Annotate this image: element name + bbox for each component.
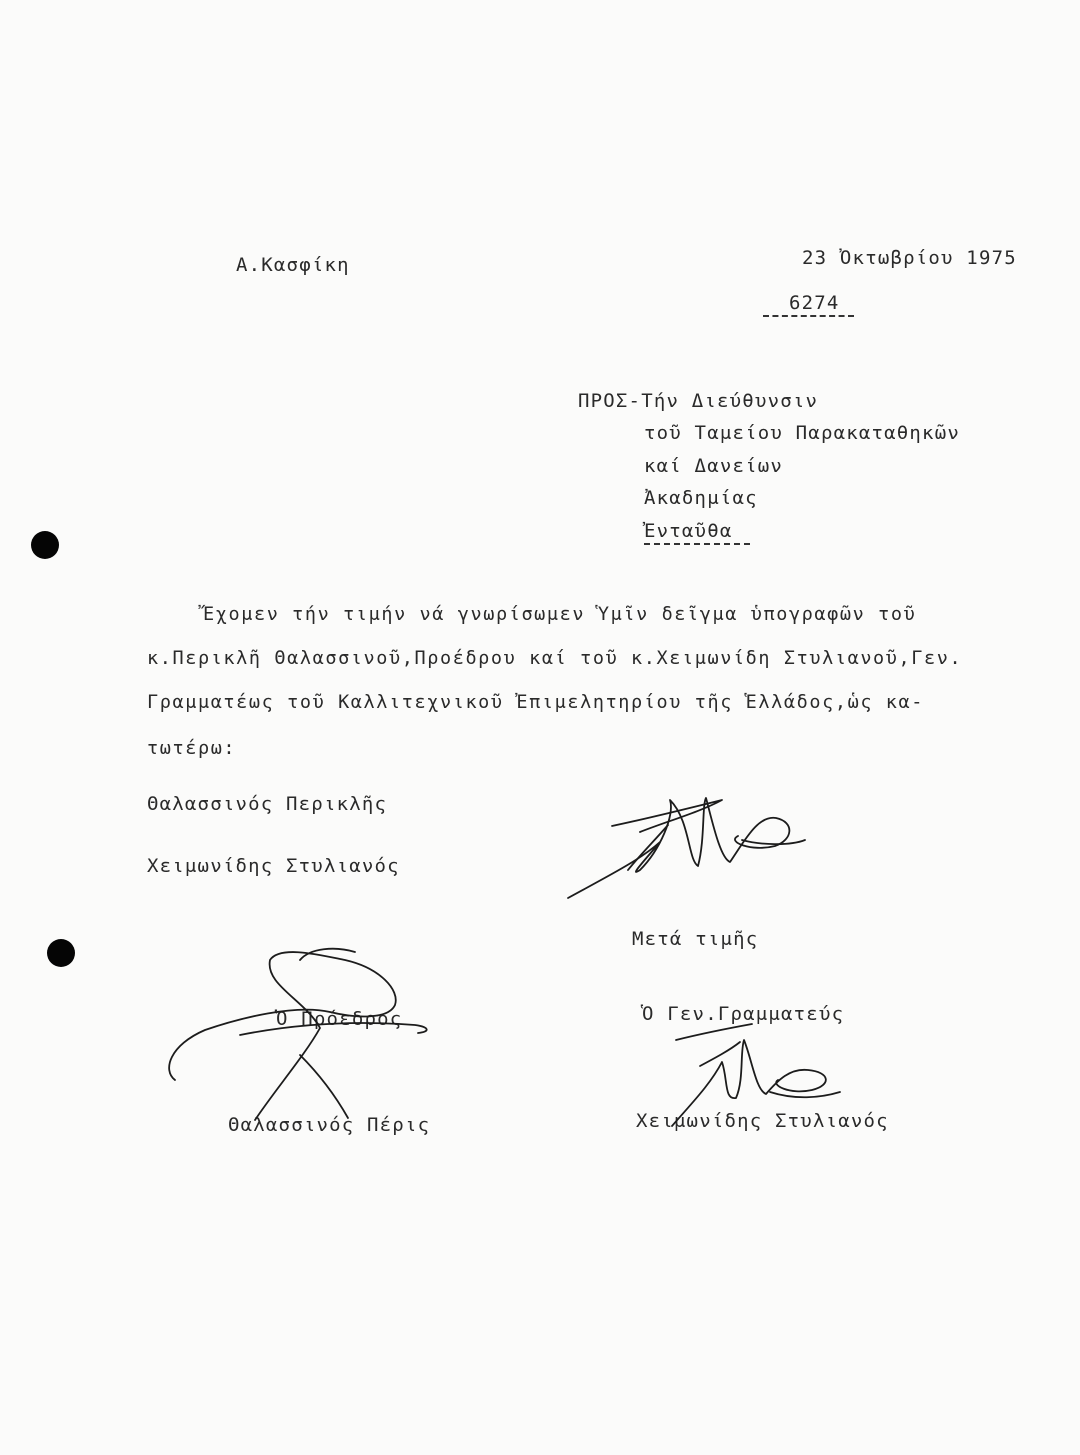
reference-initials: Α.Κασφίκη: [236, 254, 350, 276]
right-signature-stroke-3: [700, 1042, 740, 1066]
right-signatory-title: Ὁ Γεν.Γραμματεύς: [642, 1003, 845, 1025]
left-signature-stroke-4: [300, 949, 355, 960]
protocol-number: [763, 294, 854, 317]
body-line-4: τωτέρω:: [147, 738, 237, 759]
punch-hole-bottom: [47, 939, 75, 967]
recipient-line-1: ΠΡΟΣ-Τήν Διεύθυνσιν: [578, 390, 819, 412]
recipient-city: Ἐνταῦθα: [644, 520, 733, 542]
body-line-3: Γραμματέως τοῦ Καλλιτεχνικοῦ Ἐπιμελητηρίου τῆς Ἑλλάδος,ὡς κα-: [147, 692, 925, 713]
right-signature-stroke-2: [676, 1024, 752, 1040]
letter-date: 23 Ὀκτωβρίου 1975: [802, 247, 1017, 269]
recipient-line-5: [644, 522, 750, 545]
body-line-2: κ.Περικλῆ Θαλασσινοῦ,Προέδρου καί τοῦ κ.Χειμωνίδη Στυλιανοῦ,Γεν.: [147, 648, 963, 669]
specimen-signature-stroke-3: [628, 825, 668, 870]
left-signature-stroke-1: [169, 952, 396, 1120]
protocol-number-value: 6274: [789, 292, 840, 314]
specimen-signature-stroke-2: [612, 800, 722, 832]
right-signature-stroke-4: [770, 1092, 840, 1097]
left-signatory-title: Ὁ Πρόεδρος: [276, 1008, 403, 1030]
specimen-name-2: Χειμωνίδης Στυλιανός: [147, 855, 400, 877]
closing-salutation: Μετά τιμῆς: [632, 928, 759, 950]
recipient-line-3: καί Δανείων: [644, 455, 784, 477]
body-line-1: Ἔχομεν τήν τιμήν νά γνωρίσωμεν Ὑμῖν δεῖγμα ὑπογραφῶν τοῦ: [203, 604, 917, 625]
specimen-signature-stroke-1: [568, 798, 789, 898]
left-signature-stroke-2: [300, 1055, 348, 1118]
recipient-line-2: τοῦ Ταμείου Παρακαταθηκῶν: [644, 422, 960, 444]
right-signatory-name: Χειμωνίδης Στυλιανός: [636, 1110, 889, 1132]
left-signatory-name: Θαλασσινός Πέρις: [228, 1114, 431, 1136]
recipient-line-4: Ἀκαδημίας: [644, 487, 758, 509]
specimen-name-1: Θαλασσινός Περικλῆς: [147, 793, 388, 815]
specimen-signature-stroke-4: [742, 840, 805, 844]
punch-hole-top: [31, 531, 59, 559]
